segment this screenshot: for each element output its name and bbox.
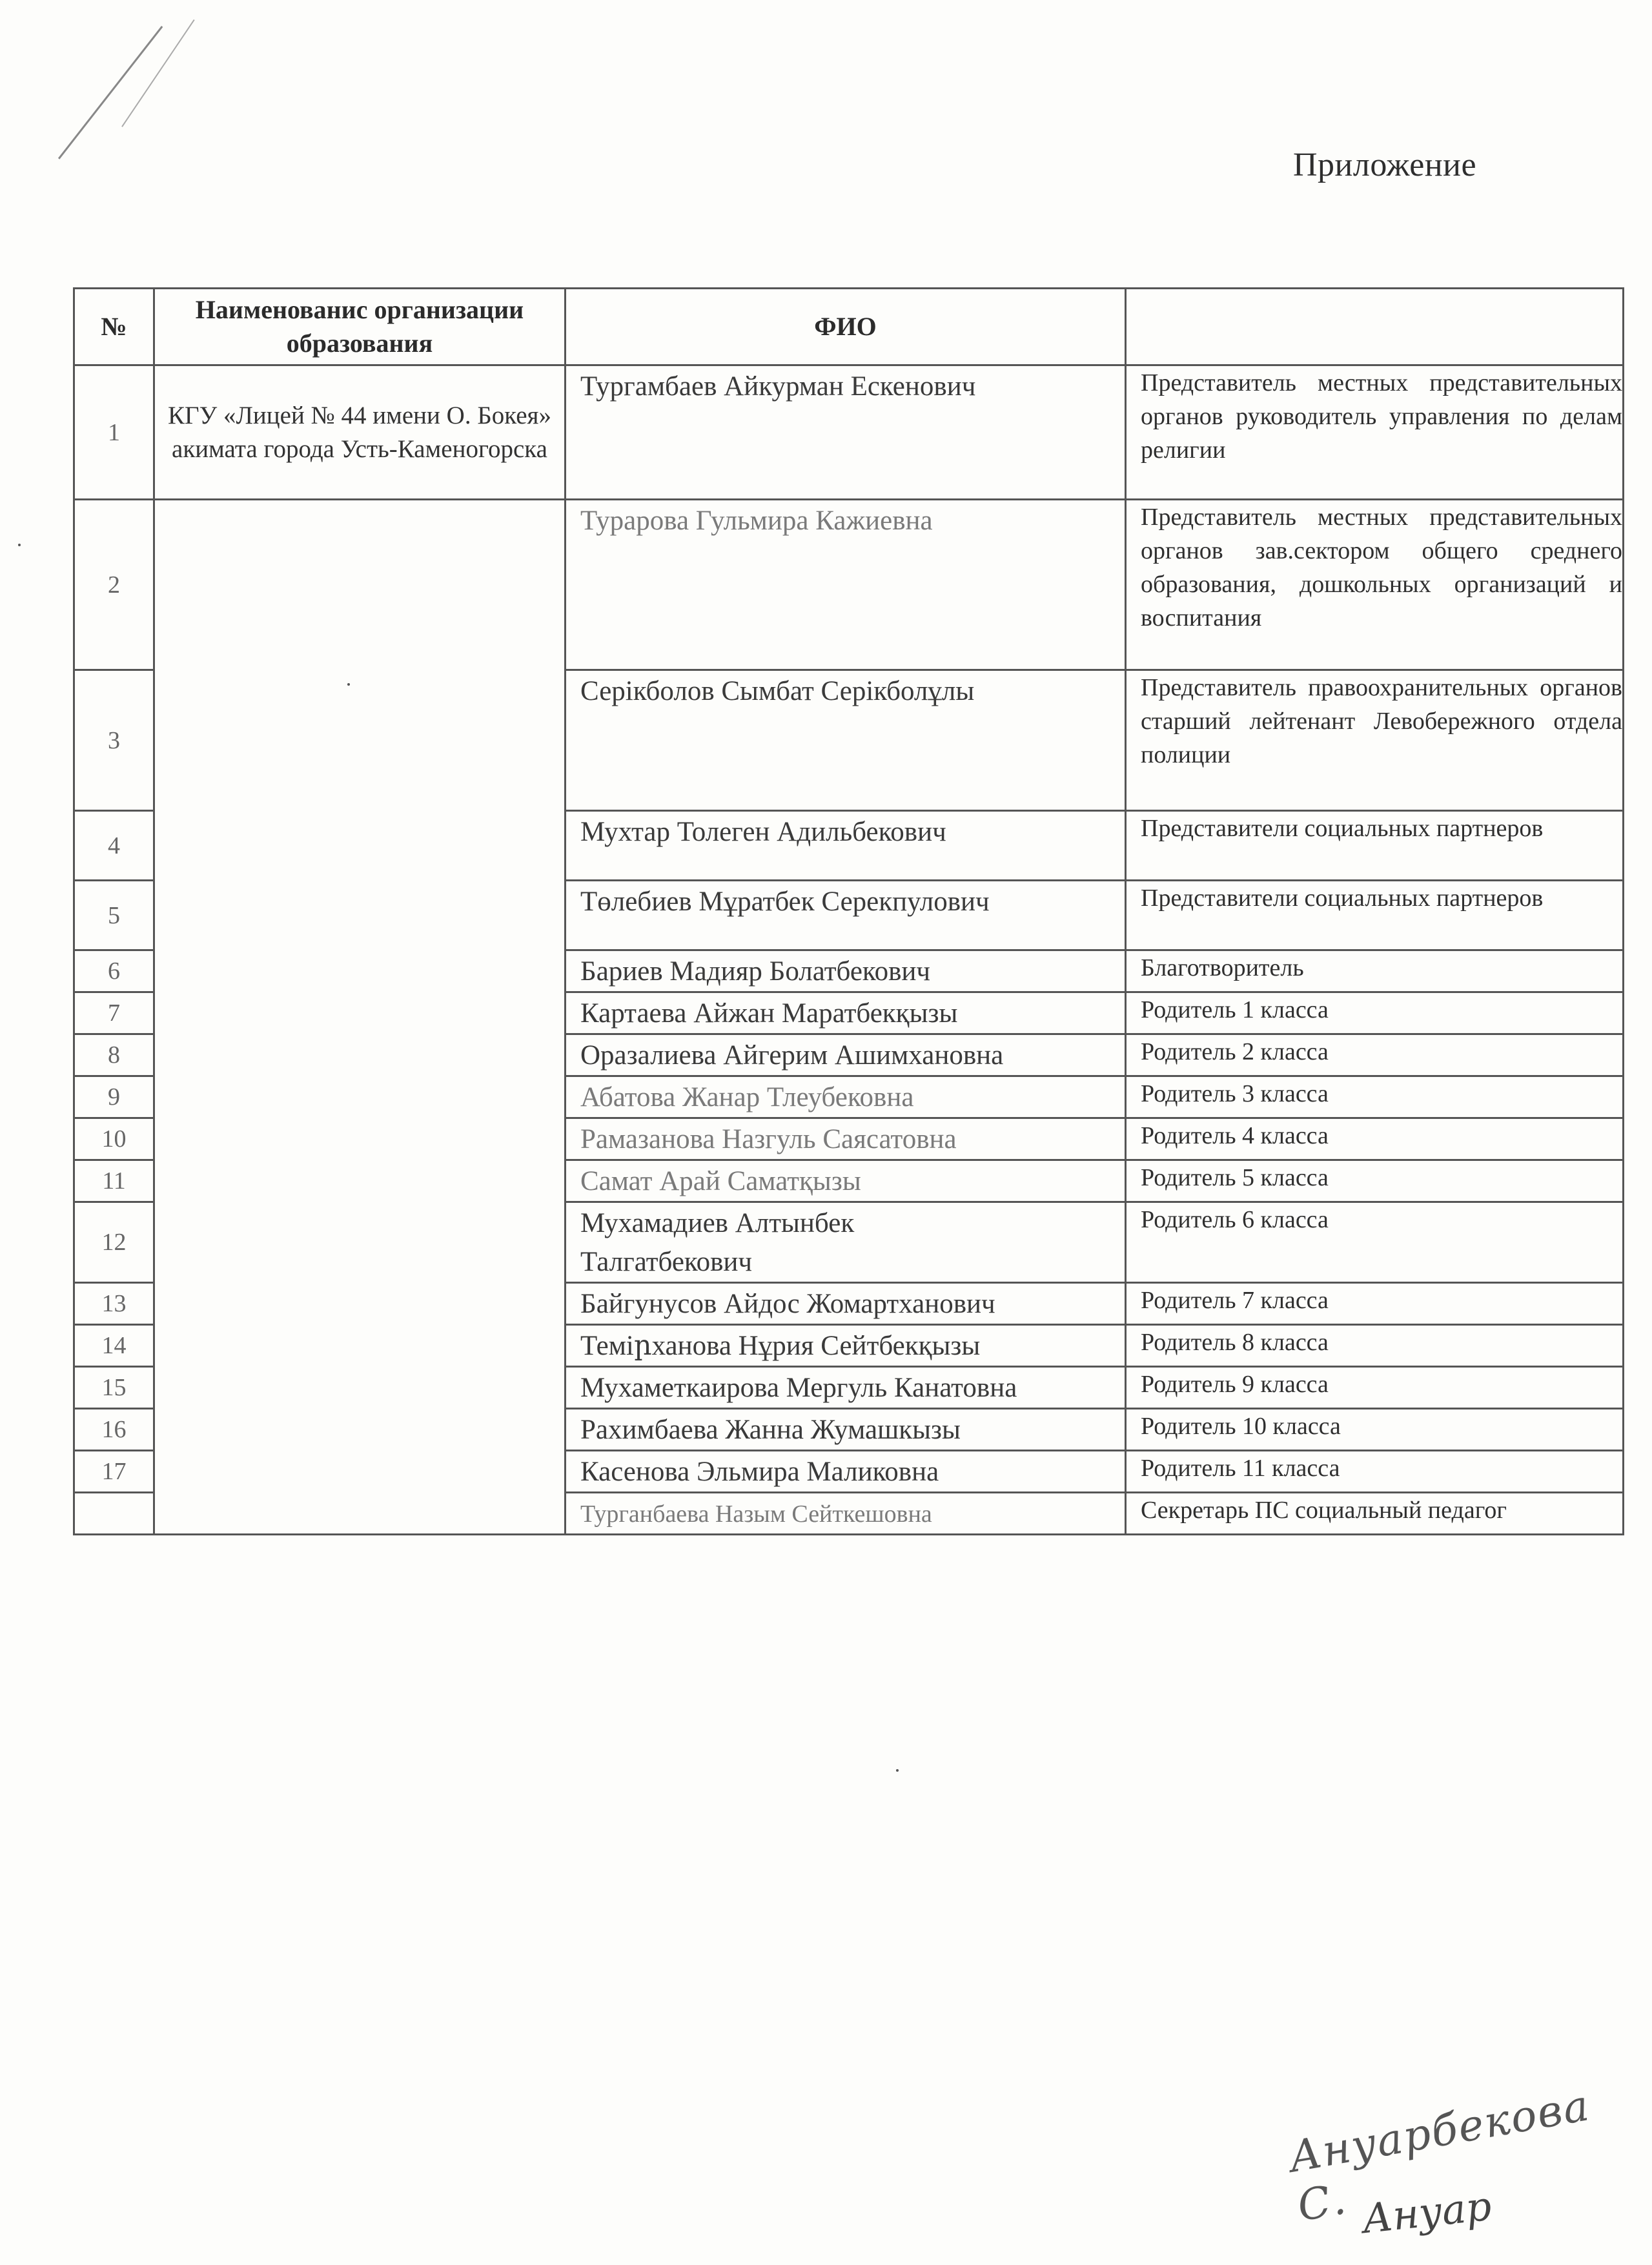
handwritten-signature-name: Ануарбекова С.: [1285, 2080, 1594, 2231]
member-role: Родитель 3 класса: [1126, 1076, 1624, 1118]
member-name: Турарова Гульмира Кажиевна: [566, 500, 1126, 670]
member-name: Бариев Мадияр Болатбекович: [566, 950, 1126, 992]
member-name: Турганбаева Назым Сейткешовна: [566, 1493, 1126, 1535]
scan-artifact-dot: [18, 544, 21, 546]
member-name: Касенова Эльмира Маликовна: [566, 1451, 1126, 1493]
table-header-row: [74, 289, 1624, 365]
member-name: Оразалиева Айгерим Ашимхановна: [566, 1034, 1126, 1076]
header-role: [1126, 289, 1624, 365]
member-role: Родитель 8 класса: [1126, 1325, 1624, 1367]
member-role: Родитель 10 класса: [1126, 1409, 1624, 1451]
committee-table-wrap: [73, 287, 1622, 1528]
member-name: Картаева Айжан Маратбекқызы: [566, 992, 1126, 1034]
header-fio: ФИО: [566, 289, 1126, 365]
row-number: 11: [74, 1160, 154, 1202]
member-role: Представитель правоохранительных органов старший лейтенант Левобережного отдела полиции: [1126, 670, 1624, 811]
header-num: №: [74, 289, 154, 365]
row-number: 1: [74, 365, 154, 500]
organization-name: КГУ «Лицей № 44 имени О. Бокея» акимата города Усть-Каменогорска: [154, 365, 566, 500]
row-number: 3: [74, 670, 154, 811]
member-role: Представитель местных представительных органов руководитель управления по делам религии: [1126, 365, 1624, 500]
member-role: Представители социальных партнеров: [1126, 881, 1624, 950]
row-number: 7: [74, 992, 154, 1034]
member-name: Мухамадиев Алтынбек Талгатбекович: [566, 1202, 1126, 1283]
row-number: 9: [74, 1076, 154, 1118]
member-name: Рахимбаева Жанна Жумашкызы: [566, 1409, 1126, 1451]
scan-artifact-line: [121, 19, 194, 127]
member-role: Родитель 4 класса: [1126, 1118, 1624, 1160]
header-org: Наименованис организации образования: [154, 289, 566, 365]
member-role: Родитель 7 класса: [1126, 1283, 1624, 1325]
member-name: Мухаметкаирова Мергуль Канатовна: [566, 1367, 1126, 1409]
member-role: Родитель 5 класса: [1126, 1160, 1624, 1202]
member-name: Тургамбаев Айкурман Ескенович: [566, 365, 1126, 500]
scan-artifact-dot: [896, 1769, 899, 1772]
handwritten-signature: Ануар: [1360, 2182, 1494, 2243]
appendix-label: Приложение: [1293, 147, 1477, 183]
member-name: Мухтар Толеген Адильбекович: [566, 811, 1126, 881]
row-number: 17: [74, 1451, 154, 1493]
row-number: [74, 1493, 154, 1535]
row-number: 6: [74, 950, 154, 992]
member-name: Байгунусов Айдос Жомартханович: [566, 1283, 1126, 1325]
member-name: Рамазанова Назгуль Саясатовна: [566, 1118, 1126, 1160]
row-number: 16: [74, 1409, 154, 1451]
member-name: Төлебиев Мұратбек Серекпулович: [566, 881, 1126, 950]
member-role: Представитель местных представительных органов зав.сектором общего среднего образования, дошкольных организаций и воспитания: [1126, 500, 1624, 670]
row-number: 10: [74, 1118, 154, 1160]
row-number: 14: [74, 1325, 154, 1367]
committee-table: [73, 287, 1624, 1535]
member-role: Родитель 1 класса: [1126, 992, 1624, 1034]
member-name: Серікболов Сымбат Серікболұлы: [566, 670, 1126, 811]
member-role: Родитель 6 класса: [1126, 1202, 1624, 1283]
row-number: 5: [74, 881, 154, 950]
row-number: 4: [74, 811, 154, 881]
row-number: 13: [74, 1283, 154, 1325]
member-role: Благотворитель: [1126, 950, 1624, 992]
member-name: Теміրханова Нұрия Сейтбекқызы: [566, 1325, 1126, 1367]
organization-cell-empty: [154, 500, 566, 1535]
row-number: 8: [74, 1034, 154, 1076]
member-name: Самат Арай Саматқызы: [566, 1160, 1126, 1202]
table-row: [74, 365, 1624, 500]
member-role: Представители социальных партнеров: [1126, 811, 1624, 881]
scan-artifact-line: [58, 26, 163, 159]
member-role: Родитель 2 класса: [1126, 1034, 1624, 1076]
table-row: [74, 500, 1624, 670]
row-number: 12: [74, 1202, 154, 1283]
member-role: Родитель 9 класса: [1126, 1367, 1624, 1409]
member-role: Родитель 11 класса: [1126, 1451, 1624, 1493]
row-number: 15: [74, 1367, 154, 1409]
row-number: 2: [74, 500, 154, 670]
member-role: Секретарь ПС социальный педагог: [1126, 1493, 1624, 1535]
member-name: Абатова Жанар Тлеубековна: [566, 1076, 1126, 1118]
